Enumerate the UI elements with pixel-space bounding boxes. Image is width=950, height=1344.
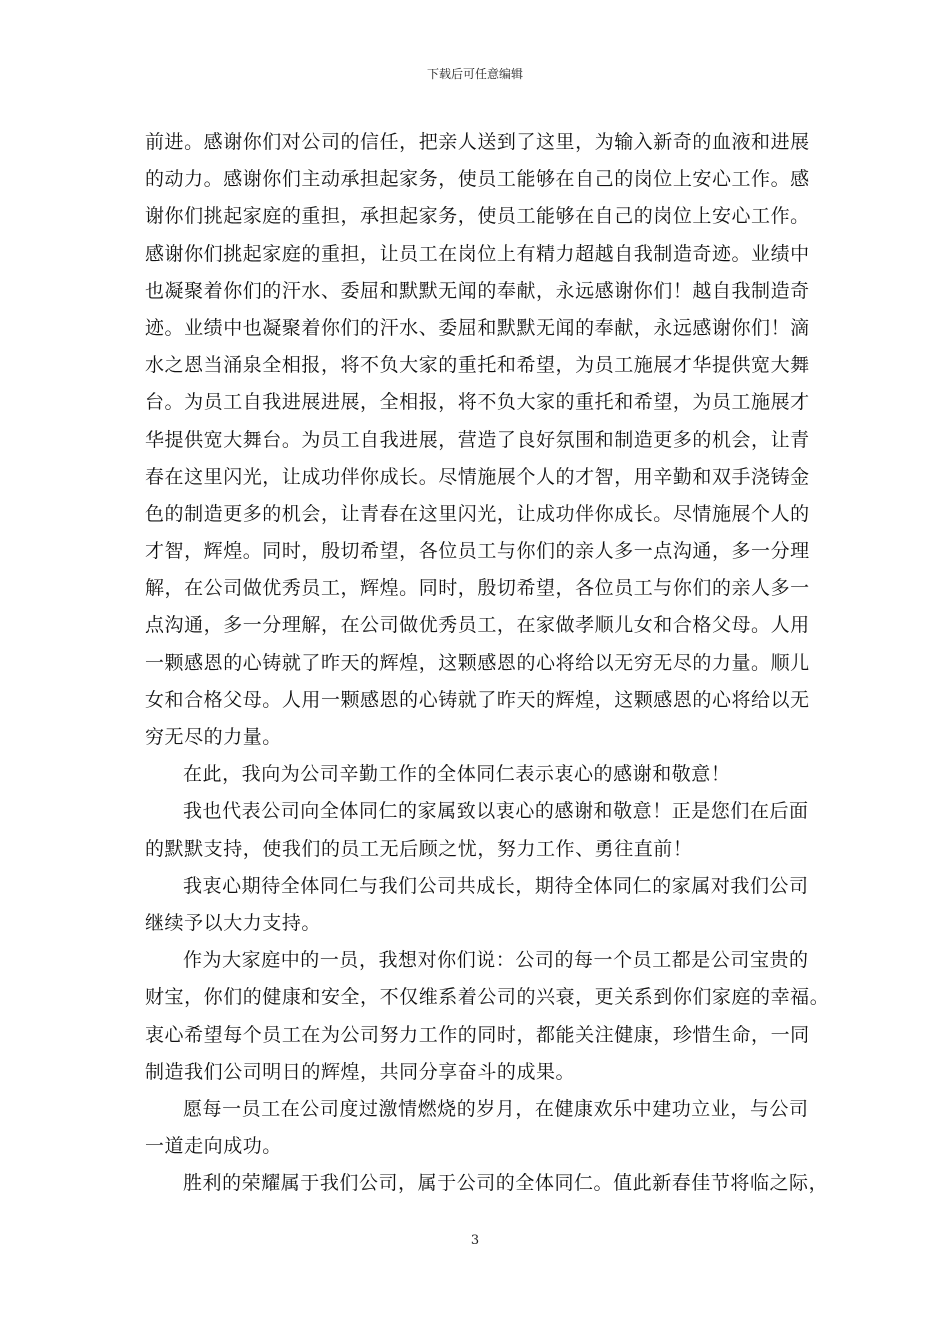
paragraph-first-line: 我衷心期待全体同仁与我们公司共成长，期待全体同仁的家属对我们公司 — [183, 874, 809, 897]
body-line: 也凝聚着你们的汗水、委屈和默默无闻的奉献，永远感谢你们！越自我制造奇 — [145, 279, 810, 302]
paragraph-first-line: 愿每一员工在公司度过激情燃烧的岁月，在健康欢乐中建功立业，与公司 — [183, 1097, 809, 1120]
paragraph-first-line: 胜利的荣耀属于我们公司，属于公司的全体同仁。值此新春佳节将临之际， — [183, 1172, 829, 1195]
body-line: 台。为员工自我进展进展，全相报，将不负大家的重托和希望，为员工施展才 — [145, 391, 810, 414]
document-body — [145, 124, 830, 1202]
paragraph-first-line: 在此，我向为公司辛勤工作的全体同仁表示衷心的感谢和敬意！ — [183, 763, 731, 786]
page-header: 下载后可任意编辑 — [426, 67, 523, 81]
body-line: 点沟通，多一分理解，在公司做优秀员工，在家做孝顺儿女和合格父母。人用 — [145, 614, 810, 637]
page-number: 3 — [470, 1233, 480, 1248]
body-line: 水之恩当涌泉全相报，将不负大家的重托和希望，为员工施展才华提供宽大舞 — [145, 354, 810, 377]
body-line: 衷心希望每个员工在为公司努力工作的同时，都能关注健康，珍惜生命，一同 — [145, 1023, 810, 1046]
body-line: 谢你们挑起家庭的重担，承担起家务，使员工能够在自己的岗位上安心工作。 — [145, 205, 810, 228]
paragraph-first-line: 我也代表公司向全体同仁的家属致以衷心的感谢和敬意！正是您们在后面 — [183, 800, 809, 823]
body-line: 色的制造更多的机会，让青春在这里闪光，让成功伴你成长。尽情施展个人的 — [145, 502, 810, 525]
body-line: 迹。业绩中也凝聚着你们的汗水、委屈和默默无闻的奉献，永远感谢你们！滴 — [145, 316, 810, 339]
body-line: 才智，辉煌。同时，殷切希望，各位员工与你们的亲人多一点沟通，多一分理 — [145, 540, 810, 563]
body-line: 感谢你们挑起家庭的重担，让员工在岗位上有精力超越自我制造奇迹。业绩中 — [145, 242, 810, 265]
paragraph-first-line: 作为大家庭中的一员，我想对你们说：公司的每一个员工都是公司宝贵的 — [183, 949, 809, 972]
body-line: 财宝，你们的健康和安全，不仅维系着公司的兴衰，更关系到你们家庭的幸福。 — [145, 986, 830, 1009]
body-line: 解，在公司做优秀员工，辉煌。同时，殷切希望，各位员工与你们的亲人多一 — [145, 577, 810, 600]
body-line: 一颗感恩的心铸就了昨天的辉煌，这颗感恩的心将给以无穷无尽的力量。顺儿 — [145, 651, 810, 674]
body-line: 继续予以大力支持。 — [145, 911, 321, 934]
body-line: 的默默支持，使我们的员工无后顾之忧，努力工作、勇往直前！ — [145, 837, 693, 860]
body-line: 制造我们公司明日的辉煌，共同分享奋斗的成果。 — [145, 1060, 576, 1083]
body-line: 穷无尽的力量。 — [145, 726, 282, 748]
body-line: 前进。感谢你们对公司的信任，把亲人送到了这里，为输入新奇的血液和进展 — [145, 131, 810, 153]
body-line: 女和合格父母。人用一颗感恩的心铸就了昨天的辉煌，这颗感恩的心将给以无 — [145, 688, 810, 711]
body-line: 一道走向成功。 — [145, 1135, 282, 1158]
body-line: 华提供宽大舞台。为员工自我进展，营造了良好氛围和制造更多的机会，让青 — [145, 428, 810, 451]
body-line: 的动力。感谢你们主动承担起家务，使员工能够在自己的岗位上安心工作。感 — [145, 168, 810, 191]
body-line: 春在这里闪光，让成功伴你成长。尽情施展个人的才智，用辛勤和双手浇铸金 — [145, 465, 810, 488]
